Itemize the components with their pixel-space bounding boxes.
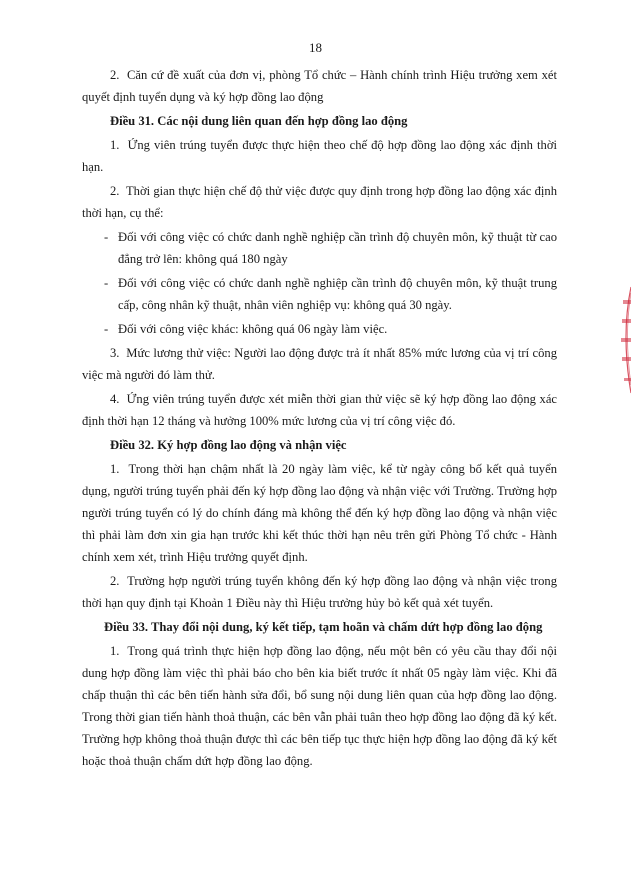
red-stamp-edge — [617, 285, 631, 395]
paragraph-article33-item1: 1. Trong quá trình thực hiện hợp đồng lao động, nếu một bên có yêu cầu thay đổi nội dung hợp đồng làm việc thì phải báo cho bên kia biết trước ít nhất 05 ngày làm việc. Khi đã chấp thuận thì các bên tiến hành sửa đổi, bổ sung nội dung liên quan của hợp đồng lao động. Trong thời gian tiến hành thoả thuận, các bên vẫn phải tuân theo hợp đồng lao động đã ký kết. Trường hợp không thoả thuận được thì các bên tiếp tục thực hiện hợp đồng lao động đã ký kết hoặc thoả thuận chấm dứt hợp đồng lao động. — [82, 644, 557, 768]
bullet-text: Đối với công việc khác: không quá 06 ngày làm việc. — [118, 322, 388, 336]
bullet-text: Đối với công việc có chức danh nghề nghiệp cần trình độ chuyên môn, kỹ thuật từ cao đẳng trở lên: không quá 180 ngày — [118, 230, 557, 266]
paragraph-article31-item1: 1. Ứng viên trúng tuyển được thực hiện theo chế độ hợp đồng lao động xác định thời hạn. — [82, 138, 557, 174]
paragraph-article31-item3: 3. Mức lương thử việc: Người lao động được trả ít nhất 85% mức lương của vị trí công việc mà người đó làm thử. — [82, 346, 557, 382]
heading-article-32: Điều 32. Ký hợp đồng lao động và nhận việc — [110, 438, 347, 452]
bullet-item — [82, 272, 557, 316]
bullet-dash: - — [104, 276, 109, 290]
bullet-dash: - — [104, 322, 109, 336]
paragraph-article31-item4: 4. Ứng viên trúng tuyển được xét miễn thời gian thử việc sẽ ký hợp đồng lao động xác định thời hạn 12 tháng và hưởng 100% mức lương của vị trí công việc đó. — [82, 392, 557, 428]
paragraph-article31-item2: 2. Thời gian thực hiện chế độ thử việc được quy định trong hợp đồng lao động xác định thời hạn, cụ thể: — [82, 184, 557, 220]
page-number: 18 — [309, 40, 322, 55]
paragraph-article32-item2: 2. Trường hợp người trúng tuyển không đến ký hợp đồng lao động và nhận việc trong thời hạn quy định tại Khoản 1 Điều này thì Hiệu trưởng hủy bỏ kết quả xét tuyển. — [82, 574, 557, 610]
paragraph-article32-item1: 1. Trong thời hạn chậm nhất là 20 ngày làm việc, kể từ ngày công bố kết quả tuyển dụng, người trúng tuyển phải đến ký hợp đồng lao động và nhận việc với Trường. Trường hợp người trúng tuyển có lý do chính đáng mà không thể đến ký hợp đồng lao động và nhận việc thì phải làm đơn xin gia hạn trước khi kết thúc thời hạn nêu trên gửi Phòng Tổ chức - Hành chính xem xét, trình Hiệu trưởng quyết định. — [82, 462, 557, 564]
bullet-item — [82, 226, 557, 270]
bullet-item — [82, 318, 557, 340]
stamp-graphic — [617, 285, 631, 395]
heading-article-31: Điều 31. Các nội dung liên quan đến hợp đồng lao động — [110, 114, 408, 128]
heading-article-33: Điều 33. Thay đổi nội dung, ký kết tiếp, tạm hoãn và chấm dứt hợp đồng lao động — [104, 620, 543, 634]
paragraph-article30-item2: 2. Căn cứ đề xuất của đơn vị, phòng Tổ chức – Hành chính trình Hiệu trưởng xem xét quyết định tuyển dụng và ký hợp đồng lao động — [82, 68, 557, 104]
document-body — [82, 64, 557, 774]
bullet-text: Đối với công việc có chức danh nghề nghiệp cần trình độ chuyên môn, kỹ thuật trung cấp, công nhân kỹ thuật, nhân viên nghiệp vụ: không quá 30 ngày. — [118, 276, 557, 312]
bullet-dash: - — [104, 230, 109, 244]
